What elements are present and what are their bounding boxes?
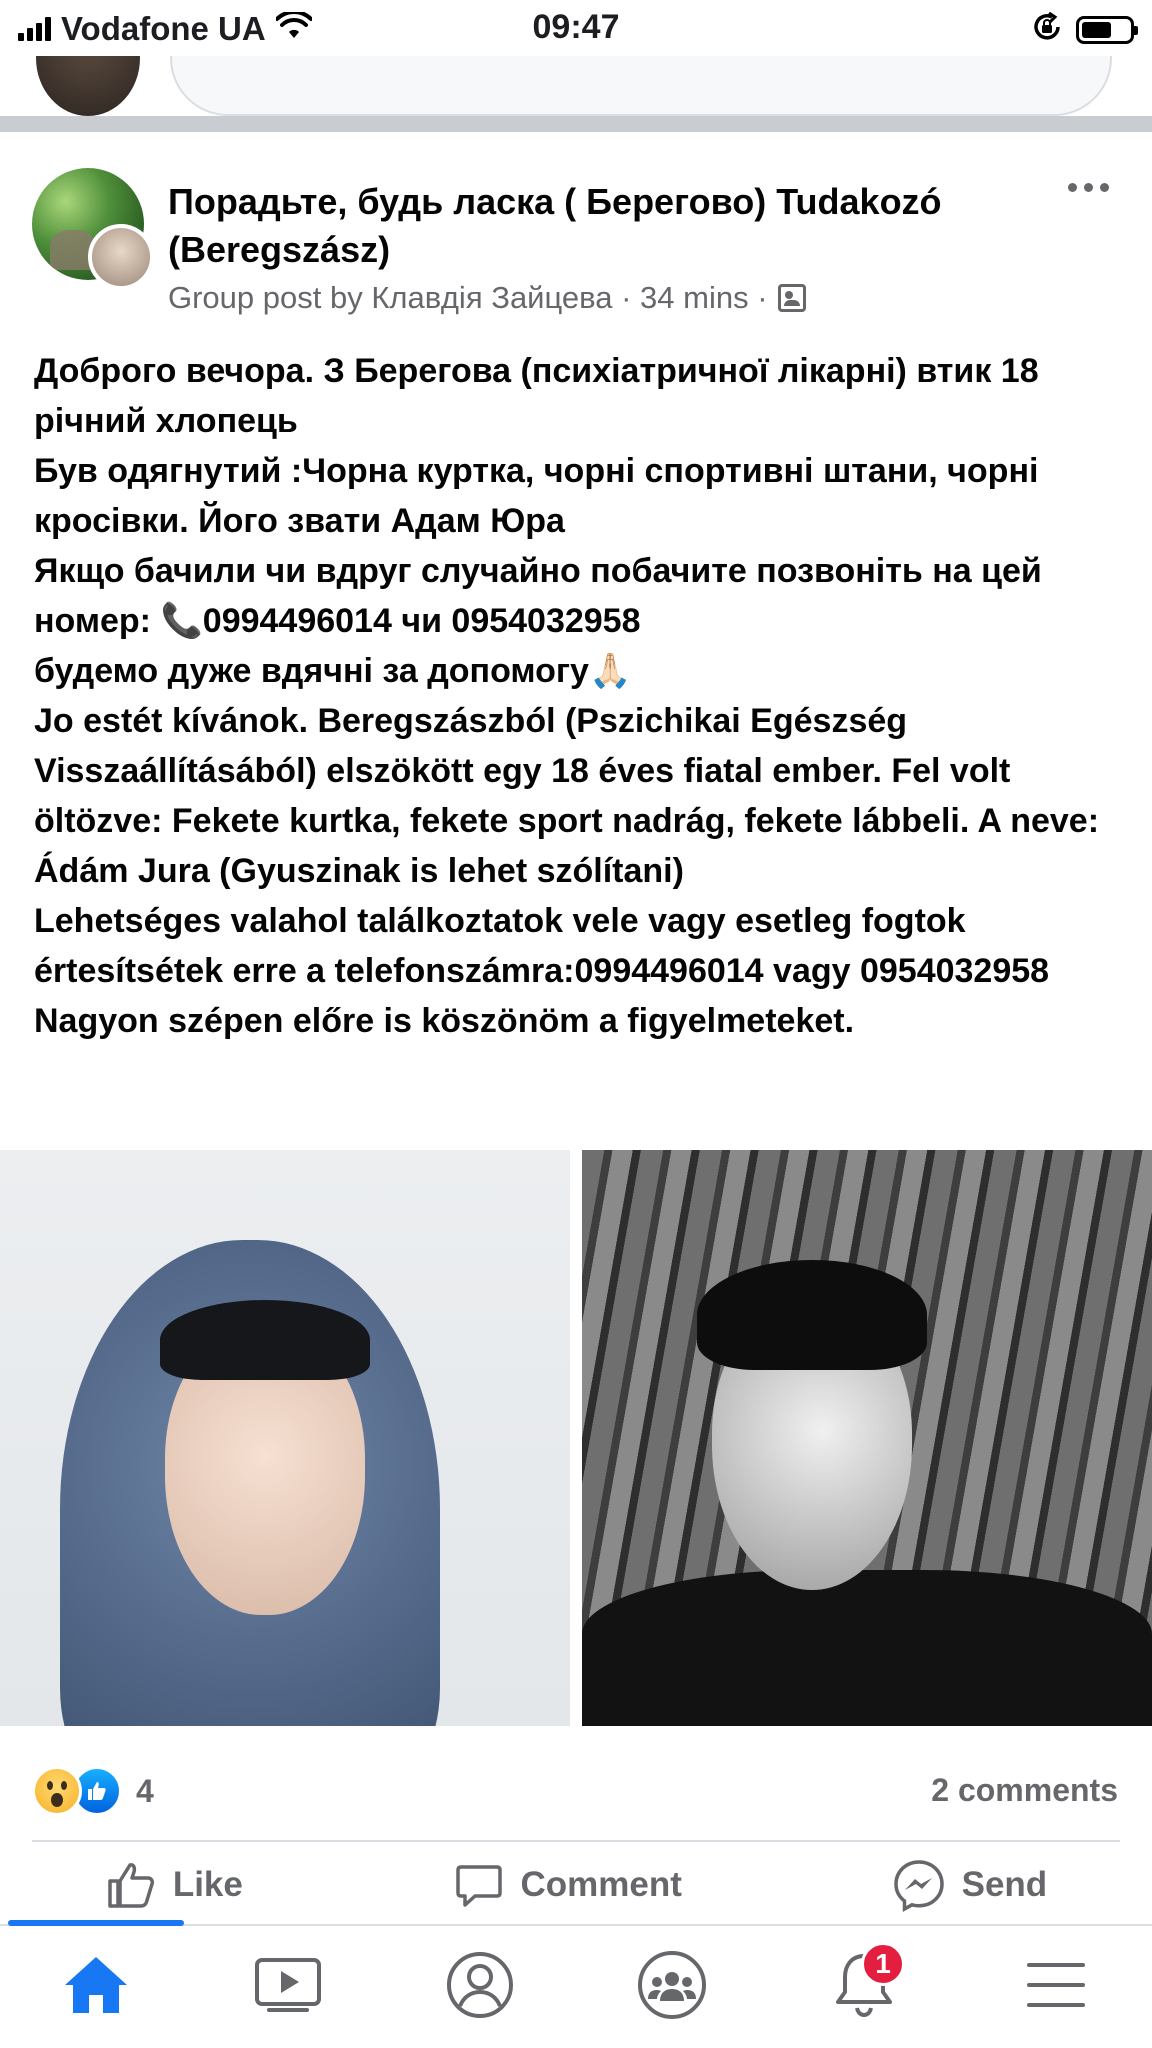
- comment-icon: [453, 1859, 505, 1911]
- post-line: Lehetséges valahol találkoztatok vele vagy esetleg fogtok értesítsétek erre a telefonszámra:0994496014 vagy 0954032958: [34, 902, 1050, 990]
- post-line: Якщо бачили чи вдруг случайно побачите позвоніть на цей номер: 📞0994496014 чи 0954032958: [34, 552, 1052, 640]
- carrier-name: Vodafone UA: [61, 10, 266, 47]
- send-button[interactable]: [892, 1858, 1048, 1912]
- reaction-count: 4: [136, 1772, 154, 1809]
- post-line: Nagyon szépen előre is köszönöm a figyelmeteket.: [34, 1002, 855, 1040]
- more-options-button[interactable]: [1058, 172, 1118, 202]
- hamburger-menu-icon: [1025, 1959, 1087, 2016]
- bottom-tab-bar: [0, 1924, 1152, 2048]
- tab-watch[interactable]: [243, 1942, 333, 2032]
- post-line: Jo estét kívánok. Beregszászból (Pszichikai Egészség Visszaállításából) elszökött egy 18 éves fiatal ember. Fel volt öltözve: Fekete kurtka, fekete sport nadrág, fekete lábbeli. A neve: Ádám Jura (Gyuszinak is lehet szólítani): [34, 702, 1109, 890]
- reaction-summary[interactable]: [32, 1766, 154, 1816]
- home-icon: [61, 1953, 131, 2022]
- post-photo[interactable]: [0, 1150, 570, 1726]
- notification-badge: 1: [861, 1942, 905, 1986]
- active-tab-indicator: [8, 1920, 184, 1926]
- post-meta-text: Group post by Клавдія Зайцева · 34 mins ·: [168, 280, 768, 315]
- post-body: [34, 346, 1124, 1046]
- video-icon: [253, 1956, 323, 2019]
- tab-notifications[interactable]: [819, 1942, 909, 2032]
- post-line: будемо дуже вдячні за допомогу🙏🏻: [34, 652, 632, 690]
- group-name[interactable]: Порадьте, будь ласка ( Берегово) Tudakozó (Beregszász): [168, 181, 942, 270]
- tab-menu[interactable]: [1011, 1942, 1101, 2032]
- status-right: [1032, 12, 1134, 47]
- post-header: [0, 132, 1152, 342]
- tab-home[interactable]: [51, 1942, 141, 2032]
- reactions-row: [0, 1726, 1152, 1840]
- post-line: Був одягнутий :Чорна куртка, чорні спортивні штани, чорні кросівки. Його звати Адам Юра: [34, 452, 1048, 540]
- post-meta: [168, 280, 806, 316]
- profile-icon: [445, 1950, 515, 2025]
- wow-reaction-icon: [32, 1766, 82, 1816]
- tab-profile[interactable]: [435, 1942, 525, 2032]
- like-button[interactable]: [105, 1859, 243, 1911]
- tab-groups[interactable]: [627, 1942, 717, 2032]
- messenger-icon: [892, 1858, 946, 1912]
- groups-icon: [636, 1949, 708, 2026]
- comments-count[interactable]: 2 comments: [931, 1772, 1118, 1808]
- comment-label: Comment: [520, 1865, 682, 1904]
- comment-button[interactable]: [453, 1859, 682, 1911]
- clock: 09:47: [532, 8, 620, 46]
- like-label: Like: [172, 1865, 243, 1904]
- post-photos: [0, 1150, 1152, 1726]
- status-bar: [0, 0, 1152, 56]
- post-photo[interactable]: [582, 1150, 1152, 1726]
- post-actions: [0, 1842, 1152, 1928]
- group-audience-icon: [778, 284, 806, 312]
- post-line: Доброго вечора. З Берегова (психіатричної лікарні) втик 18 річний хлопець: [34, 352, 1049, 440]
- orientation-lock-icon: [1032, 12, 1062, 47]
- thumbs-up-icon: [105, 1859, 157, 1911]
- send-label: Send: [961, 1865, 1048, 1904]
- battery-icon: [1076, 16, 1134, 44]
- author-avatar[interactable]: [88, 224, 154, 290]
- feed-divider: [0, 116, 1152, 132]
